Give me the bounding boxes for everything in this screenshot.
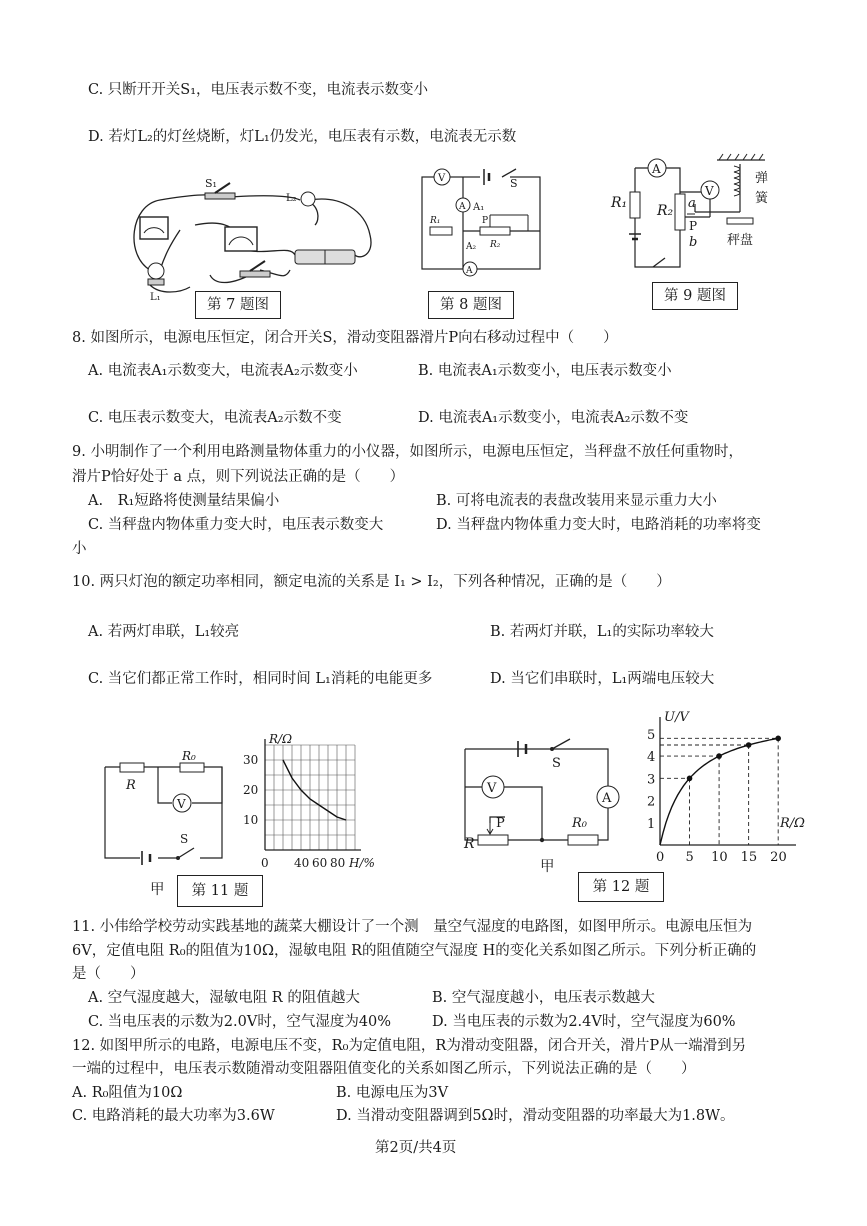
f12-p-label: P	[496, 816, 505, 831]
f7-l1-label: L₁	[150, 292, 161, 303]
q9-stem-2: 滑片P恰好处于 a 点，则下列说法正确的是（ ）	[72, 469, 405, 485]
q11-stem-3: 是（ ）	[72, 966, 145, 982]
y-tick-label: 10	[243, 813, 259, 827]
q11-option-b: B. 空气湿度越小，电压表示数越大	[432, 990, 655, 1006]
x-tick-label: 80	[330, 856, 346, 870]
q7-option-c: C. 只断开开关S₁，电压表示数不变，电流表示数变小	[88, 82, 429, 98]
q9-option-d: D. 当秤盘内物体重力变大时，电路消耗的功率将变	[436, 517, 761, 533]
q12-option-d: D. 当滑动变阻器调到5Ω时，滑动变阻器的功率最大为1.8W。	[336, 1108, 735, 1124]
q8-option-b: B. 电流表A₁示数变小，电压表示数变小	[418, 363, 672, 379]
q10-option-a: A. 若两灯串联，L₁较亮	[88, 624, 240, 640]
y-axis-label: U/V	[664, 710, 689, 725]
f11-r-label: R	[126, 778, 136, 793]
f12-s-label: S	[552, 756, 561, 771]
f12-v-label: V	[487, 781, 497, 796]
q11-option-a: A. 空气湿度越大，湿敏电阻 R 的阻值越大	[88, 990, 360, 1006]
q9-stem-1: 9. 小明制作了一个利用电路测量物体重力的小仪器，如图所示，电源电压恒定，当秤盘不放任何重物时，	[72, 444, 743, 460]
q9-option-a: A. R₁短路将使测量结果偏小	[88, 493, 280, 509]
f9-p-label: P	[689, 219, 698, 233]
y-tick-label: 4	[647, 750, 656, 766]
q9-option-d-wrap: 小	[72, 541, 87, 557]
y-tick-label: 30	[243, 753, 259, 767]
figure-9	[605, 152, 795, 277]
f8-p-label: P	[482, 216, 489, 226]
f8-v-label: V	[438, 173, 446, 184]
figure-12-caption: 第 12 题	[578, 872, 664, 902]
f11-r0-label: R₀	[182, 749, 196, 763]
f9-pan-label: 秤盘	[727, 233, 754, 248]
q11-stem-2: 6V，定值电阻 R₀的阻值为10Ω，湿敏电阻 R的阻值随空气湿度 H的变化关系如图乙所示。下列分析正确的	[72, 943, 757, 959]
x-tick-label: 20	[770, 850, 787, 865]
y-tick-label: 2	[647, 794, 656, 810]
f9-r2-label: R₂	[657, 203, 674, 219]
x-tick-label: 0	[656, 850, 665, 865]
data-point	[775, 736, 781, 742]
q9-option-b: B. 可将电流表的表盘改装用来显示重力大小	[436, 493, 717, 509]
x-tick-label: 60	[312, 856, 328, 870]
q8-option-c: C. 电压表示数变大，电流表A₂示数不变	[88, 410, 342, 426]
q10-option-c: C. 当它们都正常工作时，相同时间 L₁消耗的电能更多	[88, 671, 433, 687]
figure-11-chart	[240, 725, 390, 885]
f9-r1-label: R₁	[611, 195, 628, 211]
f7-s1-label: S₁	[205, 177, 217, 190]
f8-r1-label: R₁	[430, 216, 441, 226]
data-point	[716, 753, 722, 759]
f12-r0-label: R₀	[572, 816, 587, 831]
q8-stem: 8. 如图所示，电源电压恒定，闭合开关S，滑动变阻器滑片P向右移动过程中（ ）	[72, 330, 618, 346]
y-tick-label: 20	[243, 783, 259, 797]
q12-option-b: B. 电源电压为3V	[336, 1085, 449, 1101]
page-footer: 第2页/共4页	[375, 1140, 457, 1156]
figure-7-caption: 第 7 题图	[195, 291, 281, 319]
f9-spring-label-2: 簧	[755, 191, 769, 206]
f12-r-label: R	[464, 836, 475, 852]
x-tick-label: 10	[711, 850, 728, 865]
figure-8	[418, 165, 558, 280]
f9-a-label: A	[652, 162, 661, 176]
f9-b-point: b	[689, 235, 698, 250]
f8-a1-symbol: A	[459, 202, 466, 212]
q11-option-c: C. 当电压表的示数为2.0V时，空气湿度为40%	[88, 1014, 392, 1030]
x-tick-label: 15	[740, 850, 758, 865]
figure-11-jia: 甲	[150, 882, 165, 898]
f12-a-label: A	[602, 791, 612, 806]
figure-12-chart	[640, 700, 815, 875]
q8-option-d: D. 电流表A₁示数变小，电流表A₂示数不变	[418, 410, 689, 426]
x-axis-label: R/Ω	[780, 816, 805, 831]
figure-9-caption: 第 9 题图	[652, 282, 738, 310]
figure-11-circuit	[100, 749, 230, 875]
x-axis-label: H/%	[349, 856, 375, 870]
q10-option-d: D. 当它们串联时，L₁两端电压较大	[490, 671, 715, 687]
f8-a2-symbol: A	[466, 266, 473, 276]
f9-v-label: V	[705, 184, 714, 198]
q12-stem-2: 一端的过程中，电压表示数随滑动变阻器阻值变化的关系如图乙所示，下列说法正确的是（ ）	[72, 1061, 696, 1077]
f8-a1-label: A₁	[473, 202, 485, 213]
x-tick-label: 5	[685, 850, 694, 865]
f9-a-point: a	[688, 196, 696, 211]
figure-12-jia: 甲	[540, 859, 555, 875]
f11-v-label: V	[177, 797, 186, 811]
q10-stem: 10. 两只灯泡的额定功率相同，额定电流的关系是 I₁ > I₂，下列各种情况，正确的是（ ）	[72, 574, 671, 590]
q12-stem-1: 12. 如图甲所示的电路，电源电压不变，R₀为定值电阻，R为滑动变阻器，闭合开关，滑片P从一端滑到另	[72, 1038, 747, 1054]
x-tick-label: 40	[294, 856, 310, 870]
q8-option-a: A. 电流表A₁示数变大，电流表A₂示数变小	[88, 363, 358, 379]
f8-r2-label: R₂	[490, 240, 501, 250]
q11-option-d: D. 当电压表的示数为2.4V时，空气湿度为60%	[432, 1014, 736, 1030]
data-point	[746, 742, 752, 748]
figure-11-caption: 第 11 题	[177, 875, 263, 907]
figure-12-circuit	[460, 735, 640, 865]
f7-l2-label: L₂	[286, 193, 297, 204]
q7-option-d: D. 若灯L₂的灯丝烧断，灯L₁仍发光，电压表有示数，电流表无示数	[88, 129, 517, 145]
q12-option-c: C. 电路消耗的最大功率为3.6W	[72, 1108, 275, 1124]
f8-a2-label: A₂	[466, 242, 477, 252]
f11-s-label: S	[180, 832, 189, 846]
y-axis-label: R/Ω	[269, 732, 293, 746]
x-tick-label: 0	[261, 856, 269, 870]
y-tick-label: 1	[647, 816, 656, 832]
f9-spring-label-1: 弹	[755, 171, 769, 186]
q10-option-b: B. 若两灯并联，L₁的实际功率较大	[490, 624, 714, 640]
q9-option-c: C. 当秤盘内物体重力变大时，电压表示数变大	[88, 517, 384, 533]
q12-option-a: A. R₀阻值为10Ω	[72, 1085, 183, 1101]
figure-8-caption: 第 8 题图	[428, 291, 514, 319]
data-point	[687, 776, 693, 782]
y-tick-label: 5	[647, 727, 656, 743]
y-tick-label: 3	[647, 772, 656, 788]
q11-stem-1: 11. 小伟给学校劳动实践基地的蔬菜大棚设计了一个测 量空气湿度的电路图，如图甲所示。电源电压恒为	[72, 919, 753, 935]
f8-s-label: S	[510, 177, 518, 190]
